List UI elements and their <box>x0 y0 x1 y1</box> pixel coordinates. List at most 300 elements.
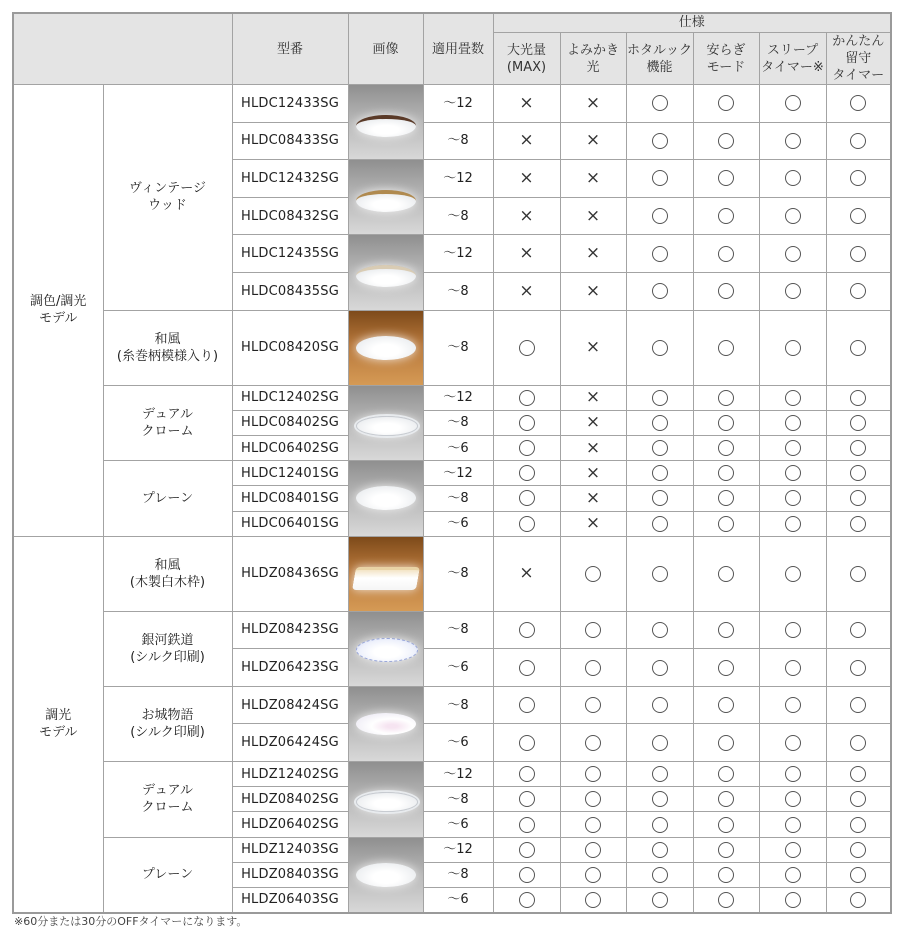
circle-yes-icon <box>652 791 668 807</box>
circle-yes-icon <box>785 867 801 883</box>
spec-cell-hotaluck <box>626 888 693 913</box>
spec-cell-relax-mode <box>693 762 759 787</box>
circle-yes-icon <box>519 465 535 481</box>
product-image-cell <box>348 160 423 235</box>
circle-yes-icon <box>718 842 734 858</box>
cross-no-icon: × <box>519 205 534 226</box>
circle-yes-icon <box>850 622 866 638</box>
spec-cell-reading-light <box>560 511 626 536</box>
tatami-cell: 〜8 <box>423 310 493 385</box>
series-label: クローム <box>141 800 194 816</box>
spec-cell-hotaluck <box>626 122 693 160</box>
table-row <box>13 461 891 486</box>
spec-cell-max-light <box>493 461 560 486</box>
spec-cell-hotaluck <box>626 762 693 787</box>
circle-yes-icon <box>718 415 734 431</box>
circle-yes-icon <box>850 415 866 431</box>
product-spec-table <box>12 12 892 914</box>
spec-cell-relax-mode <box>693 862 759 887</box>
spec-cell-max-light <box>493 310 560 385</box>
cross-no-icon: × <box>585 280 601 301</box>
series-cell <box>103 536 232 611</box>
spec-cell-relax-mode <box>693 272 759 310</box>
spec-cell-away-timer <box>826 235 891 273</box>
circle-yes-icon <box>718 735 734 751</box>
circle-yes-icon <box>850 791 866 807</box>
table-row <box>13 611 891 649</box>
spec-cell-hotaluck <box>626 787 693 812</box>
circle-yes-icon <box>585 735 601 751</box>
circle-yes-icon <box>785 697 801 713</box>
spec-cell-reading-light <box>560 272 626 310</box>
vintage-wood-gold-light-image <box>349 160 423 234</box>
model-number-cell: HLDZ08424SG <box>232 686 348 724</box>
spec-cell-hotaluck <box>626 235 693 273</box>
circle-yes-icon <box>519 817 535 833</box>
spec-cell-reading-light <box>560 235 626 273</box>
table-row <box>13 837 891 862</box>
spec-cell-reading-light <box>560 160 626 198</box>
series-cell <box>103 611 232 686</box>
circle-yes-icon <box>785 465 801 481</box>
series-label: デュアル <box>141 783 194 799</box>
ceiling-light-icon <box>351 567 419 590</box>
circle-yes-icon <box>519 697 535 713</box>
circle-yes-icon <box>585 867 601 883</box>
circle-yes-icon <box>718 867 734 883</box>
cross-no-icon: × <box>585 487 601 508</box>
series-label: お城物語 <box>141 707 194 723</box>
circle-yes-icon <box>519 490 535 506</box>
series-cell <box>103 85 232 311</box>
spec-cell-sleep-timer <box>759 486 826 511</box>
spec-cell-sleep-timer <box>759 310 826 385</box>
spec-cell-away-timer <box>826 812 891 837</box>
model-number-cell: HLDC08420SG <box>232 310 348 385</box>
cross-no-icon: × <box>585 92 601 113</box>
table-row <box>13 85 891 123</box>
cross-no-icon: × <box>519 130 534 151</box>
circle-yes-icon <box>850 208 866 224</box>
circle-yes-icon <box>519 390 535 406</box>
tatami-cell: 〜12 <box>423 837 493 862</box>
series-label: (シルク印刷) <box>130 649 205 665</box>
table-row <box>13 686 891 724</box>
cross-no-icon: × <box>519 167 534 188</box>
circle-yes-icon <box>585 566 601 582</box>
circle-yes-icon <box>718 622 734 638</box>
spec-cell-sleep-timer <box>759 812 826 837</box>
spec-cell-max-light <box>493 435 560 460</box>
tatami-cell: 〜6 <box>423 649 493 687</box>
circle-yes-icon <box>652 622 668 638</box>
series-label: クローム <box>141 423 194 439</box>
spec-cell-reading-light <box>560 724 626 762</box>
circle-yes-icon <box>785 490 801 506</box>
spec-cell-max-light <box>493 862 560 887</box>
model-number-cell: HLDC06402SG <box>232 435 348 460</box>
spec-cell-max-light <box>493 686 560 724</box>
galaxy-railway-print-light-image <box>349 612 423 686</box>
spec-cell-away-timer <box>826 837 891 862</box>
spec-cell-reading-light <box>560 486 626 511</box>
spec-cell-max-light <box>493 160 560 198</box>
tatami-cell: 〜8 <box>423 787 493 812</box>
circle-yes-icon <box>718 283 734 299</box>
spec-cell-reading-light <box>560 410 626 435</box>
circle-yes-icon <box>850 95 866 111</box>
circle-yes-icon <box>785 791 801 807</box>
cross-no-icon: × <box>585 437 601 458</box>
spec-cell-max-light <box>493 787 560 812</box>
category-cell <box>13 85 103 537</box>
spec-cell-relax-mode <box>693 837 759 862</box>
spec-cell-relax-mode <box>693 235 759 273</box>
circle-yes-icon <box>519 440 535 456</box>
spec-cell-hotaluck <box>626 686 693 724</box>
circle-yes-icon <box>850 867 866 883</box>
spec-cell-max-light <box>493 410 560 435</box>
circle-yes-icon <box>850 697 866 713</box>
spec-cell-relax-mode <box>693 435 759 460</box>
spec-cell-hotaluck <box>626 461 693 486</box>
plain-light-image <box>349 838 423 912</box>
spec-cell-away-timer <box>826 385 891 410</box>
model-number-cell: HLDZ06424SG <box>232 724 348 762</box>
circle-yes-icon <box>519 791 535 807</box>
circle-yes-icon <box>519 892 535 908</box>
spec-cell-sleep-timer <box>759 511 826 536</box>
model-number-cell: HLDC12402SG <box>232 385 348 410</box>
circle-yes-icon <box>652 246 668 262</box>
product-image-cell <box>348 461 423 537</box>
cross-no-icon: × <box>519 563 534 584</box>
circle-yes-icon <box>652 867 668 883</box>
category-label: 調色/調光 <box>30 294 87 310</box>
product-image-cell <box>348 310 423 385</box>
cross-no-icon: × <box>519 92 534 113</box>
header-spec-max-light: 大光量 (MAX) <box>493 33 560 85</box>
spec-cell-reading-light <box>560 649 626 687</box>
tatami-cell: 〜6 <box>423 435 493 460</box>
model-number-cell: HLDC08402SG <box>232 410 348 435</box>
spec-cell-hotaluck <box>626 611 693 649</box>
spec-cell-max-light <box>493 611 560 649</box>
circle-yes-icon <box>585 766 601 782</box>
spec-cell-relax-mode <box>693 888 759 913</box>
circle-yes-icon <box>652 133 668 149</box>
circle-yes-icon <box>519 867 535 883</box>
spec-cell-sleep-timer <box>759 197 826 235</box>
series-label: (木製白木枠) <box>129 574 206 590</box>
spec-cell-reading-light <box>560 812 626 837</box>
circle-yes-icon <box>785 622 801 638</box>
spec-cell-relax-mode <box>693 197 759 235</box>
series-cell <box>103 461 232 537</box>
circle-yes-icon <box>519 660 535 676</box>
spec-cell-sleep-timer <box>759 272 826 310</box>
tatami-cell: 〜12 <box>423 762 493 787</box>
circle-yes-icon <box>785 766 801 782</box>
spec-cell-reading-light <box>560 686 626 724</box>
circle-yes-icon <box>785 283 801 299</box>
spec-cell-max-light <box>493 762 560 787</box>
header-blank-cell <box>13 13 232 85</box>
cross-no-icon: × <box>585 513 601 534</box>
circle-yes-icon <box>850 817 866 833</box>
ceiling-light-icon <box>356 416 418 436</box>
tatami-cell: 〜6 <box>423 724 493 762</box>
spec-cell-away-timer <box>826 197 891 235</box>
series-label: プレーン <box>141 867 194 883</box>
circle-yes-icon <box>718 791 734 807</box>
spec-cell-sleep-timer <box>759 837 826 862</box>
model-number-cell: HLDC08433SG <box>232 122 348 160</box>
header-spec-away-timer: かんたん 留守 タイマー <box>826 33 891 85</box>
series-cell <box>103 310 232 385</box>
spec-cell-away-timer <box>826 461 891 486</box>
circle-yes-icon <box>718 516 734 532</box>
circle-yes-icon <box>652 735 668 751</box>
header-spec-sleep-timer: スリープ タイマー※ <box>759 33 826 85</box>
spec-cell-hotaluck <box>626 385 693 410</box>
circle-yes-icon <box>785 892 801 908</box>
category-label: モデル <box>39 311 78 327</box>
spec-cell-away-timer <box>826 724 891 762</box>
circle-yes-icon <box>585 622 601 638</box>
circle-yes-icon <box>718 390 734 406</box>
model-number-cell: HLDC12401SG <box>232 461 348 486</box>
circle-yes-icon <box>785 440 801 456</box>
series-label: 和風 <box>154 557 181 573</box>
product-image-cell <box>348 235 423 310</box>
table-row <box>13 536 891 611</box>
model-number-cell: HLDC08435SG <box>232 272 348 310</box>
castle-story-print-light-image <box>349 687 423 761</box>
spec-cell-away-timer <box>826 862 891 887</box>
spec-cell-away-timer <box>826 686 891 724</box>
spec-cell-sleep-timer <box>759 410 826 435</box>
model-number-cell: HLDC12435SG <box>232 235 348 273</box>
spec-cell-relax-mode <box>693 724 759 762</box>
cross-no-icon: × <box>585 387 601 408</box>
spec-cell-sleep-timer <box>759 160 826 198</box>
tatami-cell: 〜8 <box>423 410 493 435</box>
circle-yes-icon <box>652 208 668 224</box>
spec-cell-reading-light <box>560 611 626 649</box>
tatami-cell: 〜6 <box>423 511 493 536</box>
product-image-cell <box>348 385 423 461</box>
cross-no-icon: × <box>585 337 601 358</box>
circle-yes-icon <box>850 516 866 532</box>
spec-cell-reading-light <box>560 862 626 887</box>
spec-cell-away-timer <box>826 310 891 385</box>
ceiling-light-icon <box>356 115 416 137</box>
model-number-cell: HLDZ08423SG <box>232 611 348 649</box>
circle-yes-icon <box>718 490 734 506</box>
circle-yes-icon <box>652 340 668 356</box>
spec-cell-away-timer <box>826 272 891 310</box>
series-label: (シルク印刷) <box>130 724 205 740</box>
footnote: ※60分または30分のOFFタイマーになります。 <box>14 915 248 928</box>
spec-cell-max-light <box>493 197 560 235</box>
japanese-style-square-wood-frame-light-image <box>349 537 423 611</box>
spec-cell-relax-mode <box>693 486 759 511</box>
circle-yes-icon <box>850 892 866 908</box>
circle-yes-icon <box>519 415 535 431</box>
model-number-cell: HLDC08432SG <box>232 197 348 235</box>
circle-yes-icon <box>652 892 668 908</box>
circle-yes-icon <box>785 170 801 186</box>
table-row <box>13 385 891 410</box>
circle-yes-icon <box>585 660 601 676</box>
series-label: ウッド <box>148 198 187 214</box>
series-cell <box>103 837 232 913</box>
spec-cell-reading-light <box>560 837 626 862</box>
circle-yes-icon <box>652 170 668 186</box>
spec-cell-max-light <box>493 511 560 536</box>
dual-chrome-light-image <box>349 386 423 461</box>
spec-cell-relax-mode <box>693 686 759 724</box>
spec-cell-sleep-timer <box>759 536 826 611</box>
spec-cell-max-light <box>493 235 560 273</box>
product-image-cell <box>348 686 423 761</box>
series-label: デュアル <box>141 406 194 422</box>
tatami-cell: 〜8 <box>423 611 493 649</box>
tatami-cell: 〜6 <box>423 888 493 913</box>
circle-yes-icon <box>652 415 668 431</box>
tatami-cell: 〜12 <box>423 235 493 273</box>
circle-yes-icon <box>718 660 734 676</box>
cross-no-icon: × <box>585 412 601 433</box>
spec-cell-reading-light <box>560 536 626 611</box>
spec-cell-sleep-timer <box>759 724 826 762</box>
circle-yes-icon <box>850 566 866 582</box>
circle-yes-icon <box>652 283 668 299</box>
series-label: 和風 <box>154 331 181 347</box>
circle-yes-icon <box>718 566 734 582</box>
circle-yes-icon <box>850 660 866 676</box>
circle-yes-icon <box>785 660 801 676</box>
circle-yes-icon <box>718 95 734 111</box>
circle-yes-icon <box>718 440 734 456</box>
circle-yes-icon <box>519 735 535 751</box>
vintage-wood-beige-light-image <box>349 235 423 309</box>
product-image-cell <box>348 536 423 611</box>
circle-yes-icon <box>652 766 668 782</box>
model-number-cell: HLDC12432SG <box>232 160 348 198</box>
circle-yes-icon <box>718 766 734 782</box>
spec-cell-sleep-timer <box>759 649 826 687</box>
circle-yes-icon <box>585 892 601 908</box>
spec-cell-away-timer <box>826 762 891 787</box>
tatami-cell: 〜6 <box>423 812 493 837</box>
model-number-cell: HLDZ08402SG <box>232 787 348 812</box>
spec-cell-reading-light <box>560 762 626 787</box>
circle-yes-icon <box>718 133 734 149</box>
spec-cell-reading-light <box>560 787 626 812</box>
circle-yes-icon <box>585 791 601 807</box>
circle-yes-icon <box>850 735 866 751</box>
spec-cell-hotaluck <box>626 649 693 687</box>
circle-yes-icon <box>850 490 866 506</box>
spec-cell-away-timer <box>826 511 891 536</box>
ceiling-light-icon <box>356 792 418 812</box>
spec-cell-away-timer <box>826 787 891 812</box>
circle-yes-icon <box>652 516 668 532</box>
circle-yes-icon <box>519 842 535 858</box>
circle-yes-icon <box>850 440 866 456</box>
tatami-cell: 〜12 <box>423 461 493 486</box>
circle-yes-icon <box>785 566 801 582</box>
header-spec-reading-light: よみかき 光 <box>560 33 626 85</box>
spec-cell-sleep-timer <box>759 762 826 787</box>
tatami-cell: 〜12 <box>423 160 493 198</box>
spec-cell-away-timer <box>826 410 891 435</box>
spec-cell-relax-mode <box>693 511 759 536</box>
series-label: ヴィンテージ <box>129 181 206 197</box>
circle-yes-icon <box>519 766 535 782</box>
circle-yes-icon <box>850 390 866 406</box>
ceiling-light-icon <box>356 265 416 287</box>
series-label: 銀河鉄道 <box>141 632 194 648</box>
cross-no-icon: × <box>519 243 534 264</box>
circle-yes-icon <box>718 697 734 713</box>
ceiling-light-icon <box>356 190 416 212</box>
spec-cell-reading-light <box>560 310 626 385</box>
spec-cell-hotaluck <box>626 486 693 511</box>
category-label: 調光 <box>45 708 72 724</box>
circle-yes-icon <box>652 842 668 858</box>
spec-cell-away-timer <box>826 888 891 913</box>
model-number-cell: HLDC12433SG <box>232 85 348 123</box>
model-number-cell: HLDC06401SG <box>232 511 348 536</box>
ceiling-light-icon <box>356 863 416 887</box>
product-image-cell <box>348 837 423 913</box>
spec-cell-hotaluck <box>626 511 693 536</box>
spec-cell-max-light <box>493 272 560 310</box>
circle-yes-icon <box>718 892 734 908</box>
model-number-cell: HLDZ06403SG <box>232 888 348 913</box>
tatami-cell: 〜8 <box>423 272 493 310</box>
spec-cell-hotaluck <box>626 435 693 460</box>
spec-cell-away-timer <box>826 160 891 198</box>
tatami-cell: 〜8 <box>423 862 493 887</box>
circle-yes-icon <box>519 622 535 638</box>
model-number-cell: HLDZ06402SG <box>232 812 348 837</box>
circle-yes-icon <box>785 415 801 431</box>
circle-yes-icon <box>850 246 866 262</box>
circle-yes-icon <box>850 465 866 481</box>
spec-cell-max-light <box>493 385 560 410</box>
circle-yes-icon <box>519 340 535 356</box>
spec-cell-relax-mode <box>693 649 759 687</box>
series-cell <box>103 385 232 461</box>
spec-cell-sleep-timer <box>759 686 826 724</box>
spec-cell-away-timer <box>826 611 891 649</box>
spec-cell-reading-light <box>560 888 626 913</box>
cross-no-icon: × <box>585 130 601 151</box>
spec-cell-sleep-timer <box>759 122 826 160</box>
circle-yes-icon <box>785 340 801 356</box>
spec-cell-relax-mode <box>693 160 759 198</box>
spec-cell-away-timer <box>826 649 891 687</box>
spec-cell-sleep-timer <box>759 85 826 123</box>
spec-cell-max-light <box>493 536 560 611</box>
spec-cell-away-timer <box>826 85 891 123</box>
spec-cell-hotaluck <box>626 410 693 435</box>
spec-cell-relax-mode <box>693 385 759 410</box>
